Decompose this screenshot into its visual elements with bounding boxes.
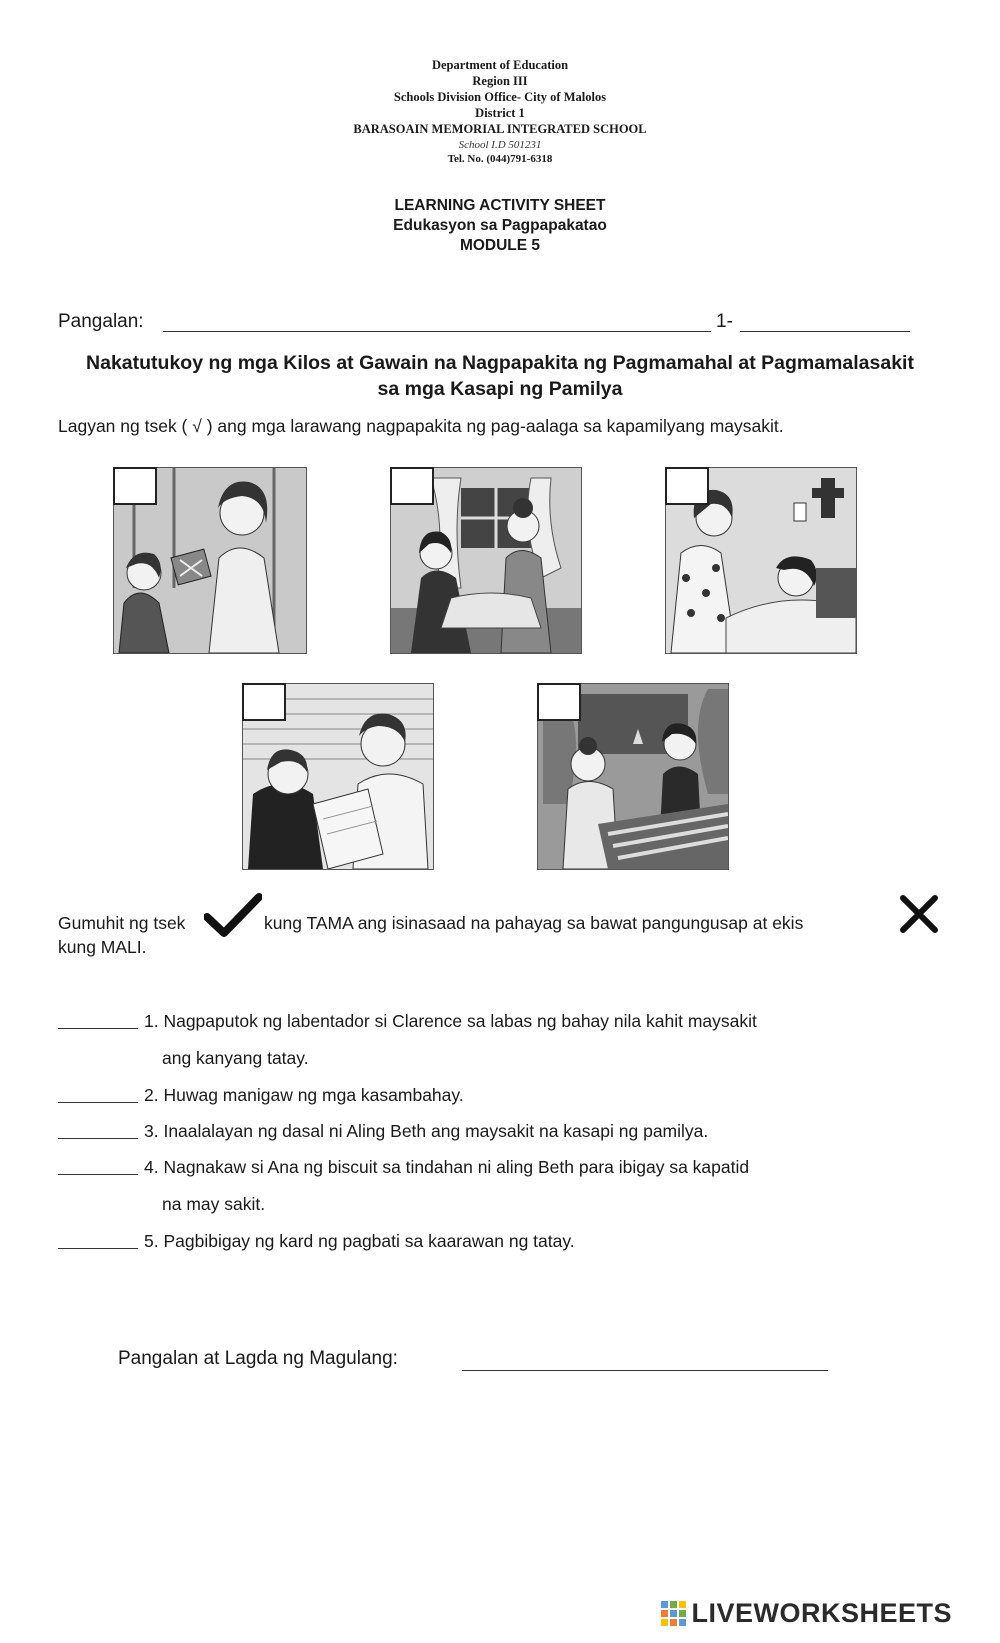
part2-instruction-c: kung MALI.: [58, 937, 147, 957]
part2-instruction-a: Gumuhit ng tsek: [58, 913, 186, 933]
liveworksheets-brand: LIVEWORKSHEETS: [691, 1598, 952, 1628]
header-division: Schools Division Office- City of Malolos: [393, 90, 607, 104]
name-label: Pangalan:: [58, 311, 144, 332]
statement-1-continued: ang kanyang tatay.: [162, 1048, 309, 1068]
picture-feeding-checkbox[interactable]: [390, 467, 434, 505]
answer-blank-5[interactable]: [58, 1231, 138, 1249]
header-school-id: School I.D 501231: [458, 139, 542, 151]
sheet-type: LEARNING ACTIVITY SHEET: [394, 197, 606, 214]
check-mark-icon: [204, 893, 262, 937]
statement-5: 5. Pagbibigay ng kard ng pagbati sa kaarawan ng tatay.: [144, 1231, 575, 1251]
header-district: District 1: [475, 106, 525, 120]
statement-4: 4. Nagnakaw si Ana ng biscuit sa tindahan ni aling Beth para ibigay sa kapatid: [144, 1157, 750, 1177]
header-school: BARASOAIN MEMORIAL INTEGRATED SCHOOL: [353, 122, 647, 136]
picture-praying-checkbox[interactable]: [665, 467, 709, 505]
liveworksheets-logo-icon: [661, 1601, 687, 1627]
sheet-subject: Edukasyon sa Pagpapakatao: [393, 217, 607, 234]
x-mark-icon: [898, 893, 940, 935]
header-department: Department of Education: [431, 58, 569, 72]
header-tel: Tel. No. (044)791-6318: [447, 153, 553, 165]
section-label: 1-: [716, 311, 733, 332]
sheet-module: MODULE 5: [459, 237, 541, 254]
statement-4-continued: na may sakit.: [162, 1194, 266, 1214]
liveworksheets-logo: [661, 1598, 952, 1629]
statement-1: 1. Nagpaputok ng labentador si Clarence sa labas ng bahay nila kahit maysakit: [144, 1011, 757, 1031]
section-input-line[interactable]: [740, 331, 910, 332]
header-region: Region III: [472, 74, 528, 88]
activity-title-line2: sa mga Kasapi ng Pamilya: [377, 378, 623, 400]
answer-blank-2[interactable]: [58, 1085, 138, 1103]
picture-medicine-checkbox[interactable]: [537, 683, 581, 721]
name-input-line[interactable]: [163, 331, 711, 332]
picture-box-checkbox[interactable]: [242, 683, 286, 721]
answer-blank-1[interactable]: [58, 1011, 138, 1029]
parent-signature-label: Pangalan at Lagda ng Magulang:: [118, 1348, 398, 1369]
parent-signature-line[interactable]: [462, 1370, 828, 1371]
statement-3: 3. Inaalalayan ng dasal ni Aling Beth ang maysakit na kasapi ng pamilya.: [144, 1121, 709, 1141]
part2-instruction-b: kung TAMA ang isinasaad na pahayag sa bawat pangungusap at ekis: [264, 913, 804, 933]
picture-gift-checkbox[interactable]: [113, 467, 157, 505]
activity-title-line1: Nakatutukoy ng mga Kilos at Gawain na Nagpapakita ng Pagmamahal at Pagmamalasakit: [86, 352, 914, 374]
answer-blank-3[interactable]: [58, 1121, 138, 1139]
part1-instruction: Lagyan ng tsek ( √ ) ang mga larawang nagpapakita ng pag-aalaga sa kapamilyang maysakit.: [58, 416, 784, 436]
answer-blank-4[interactable]: [58, 1157, 138, 1175]
statement-2: 2. Huwag manigaw ng mga kasambahay.: [144, 1085, 464, 1105]
